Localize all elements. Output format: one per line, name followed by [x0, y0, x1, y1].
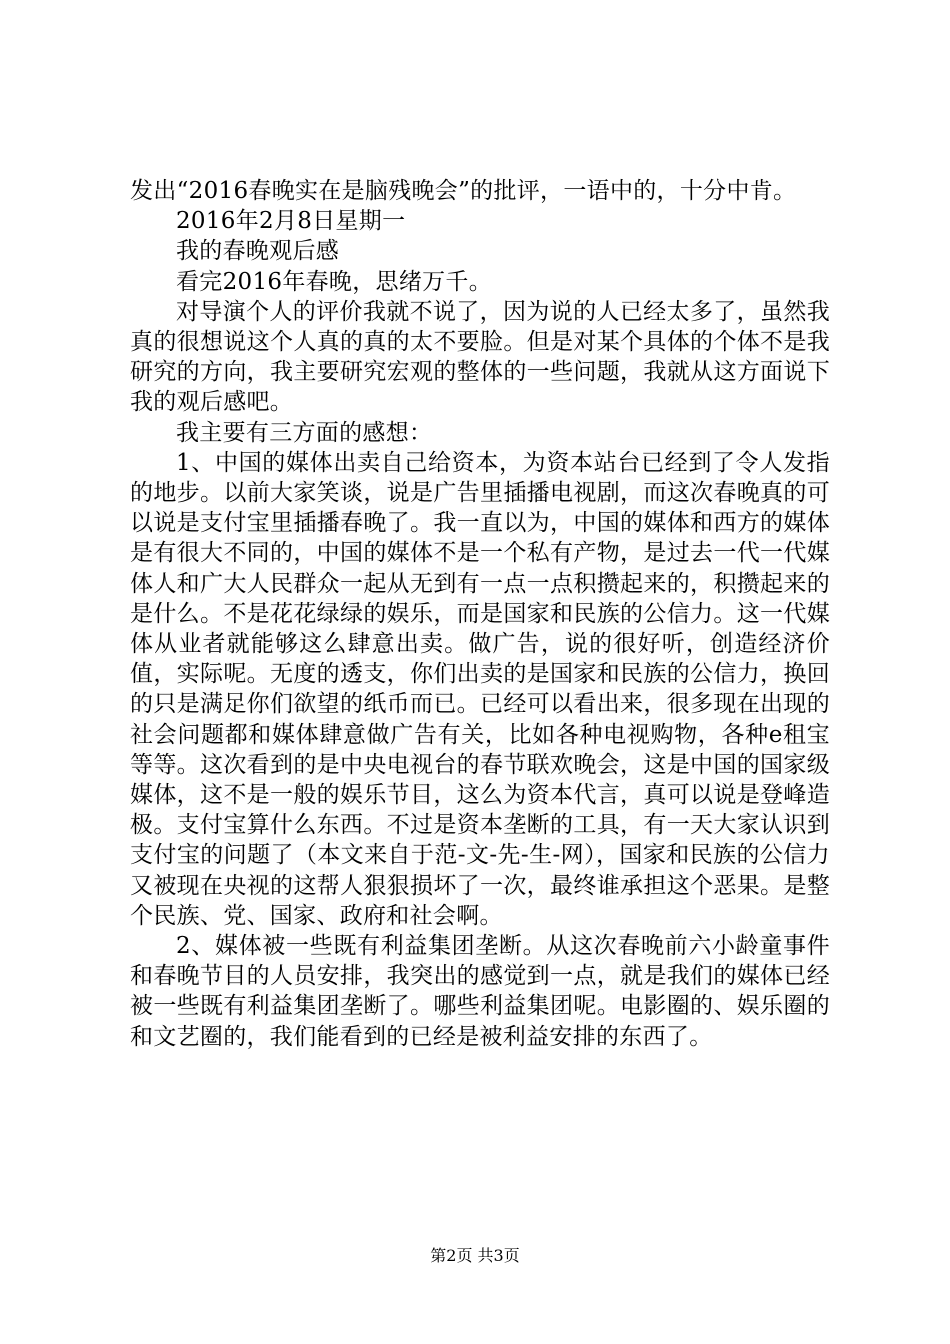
page-footer: 第2页 共3页: [430, 1246, 520, 1265]
date-line: 2016年2月8日星期一: [176, 208, 406, 235]
paragraph-three-points: 我主要有三方面的感想：: [176, 419, 433, 446]
article-title: 我的春晚观后感: [176, 238, 340, 265]
paragraph-point-1: 1、中国的媒体出卖自己给资本，为资本站台已经到了令人发指的地步。以前大家笑谈，说是广告里插播电视剧，而这次春晚真的可以说是支付宝里插播春晚了。我一直以为，中国的媒体和西方的媒体是有很大不同的，中国的媒体不是一个私有产物，是过去一代一代媒体人和广大人民群众一起从无到有一点一点积攒起来的，积攒起来的是什么。不是花花绿绿的娱乐，而是国家和民族的公信力。这一代媒体从业者就能够这么肆意出卖。做广告，说的很好听，创造经济价值，实际呢。无度的透支，你们出卖的是国家和民族的公信力，换回的只是满足你们欲望的纸币而已。已经可以看出来，很多现在出现的社会问题都和媒体肆意做广告有关，比如各种电视购物，各种e租宝等等。这次看到的是中央电视台的春节联欢晚会，这是中国的国家级媒体，这不是一般的娱乐节目，这么为资本代言，真可以说是登峰造极。支付宝算什么东西。不过是资本垄断的工具，有一天大家认识到支付宝的问题了（本文来自于范-文-先-生-网），国家和民族的公信力又被现在央视的这帮人狠狠损坏了一次，最终谁承担这个恶果。是整个民族、党、国家、政府和社会啊。: [130, 449, 830, 929]
paragraph-intro: 看完2016年春晚，思绪万千。: [176, 268, 493, 295]
document-body: [130, 176, 830, 1052]
paragraph-point-2: 2、媒体被一些既有利益集团垄断。从这次春晚前六小龄童事件和春晚节目的人员安排，我突出的感觉到一点，就是我们的媒体已经被一些既有利益集团垄断了。哪些利益集团呢。电影圈的、娱乐圈的和文艺圈的，我们能看到的已经是被利益安排的东西了。: [130, 933, 830, 1050]
paragraph-1: 发出“2016春晚实在是脑残晚会”的批评，一语中的，十分中肯。: [130, 178, 797, 204]
paragraph-director: 对导演个人的评价我就不说了，因为说的人已经太多了，虽然我真的很想说这个人真的真的太不要脸。但是对某个具体的个体不是我研究的方向，我主要研究宏观的整体的一些问题，我就从这方面说下我的观后感吧。: [130, 298, 830, 416]
